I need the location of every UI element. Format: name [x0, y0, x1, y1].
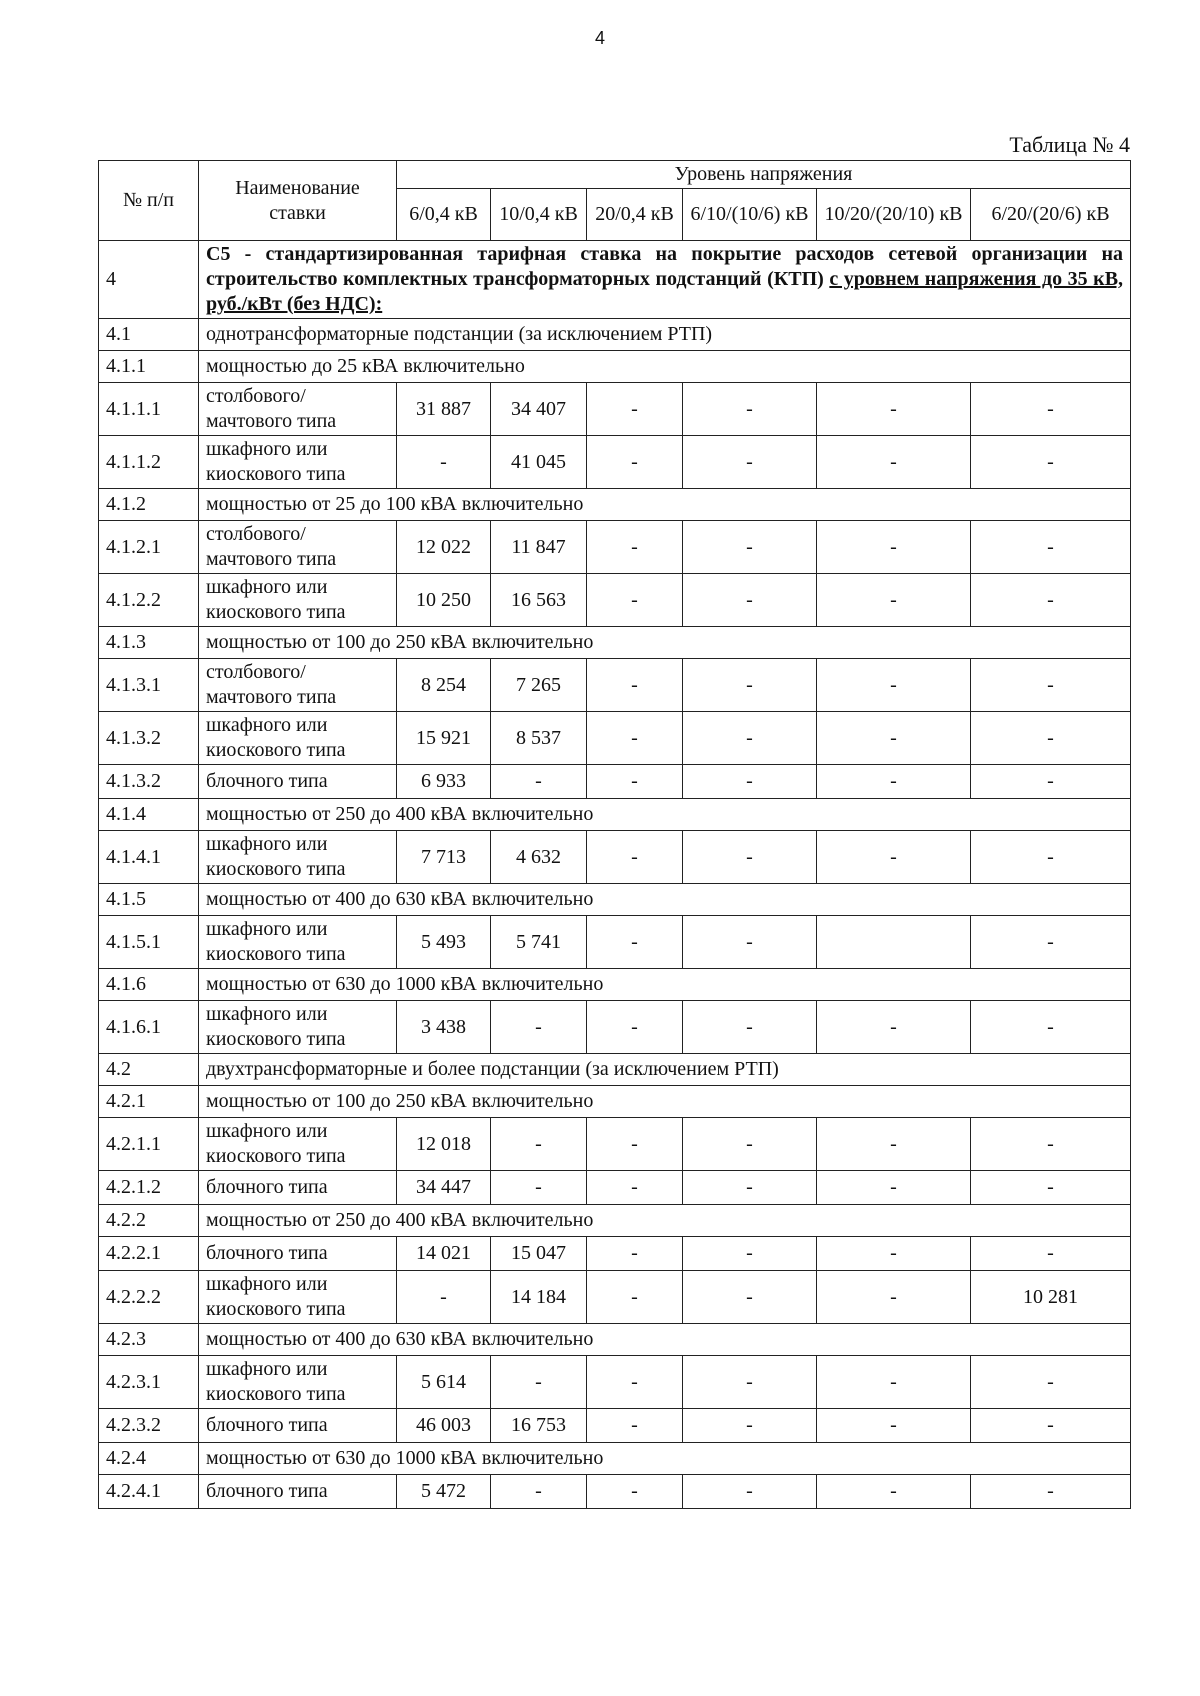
rate-value-cell: -	[683, 436, 817, 489]
rate-value-cell: -	[587, 1171, 683, 1205]
item-row	[99, 1475, 1131, 1509]
row-number: 4.2.2	[99, 1205, 199, 1237]
section-row	[99, 1086, 1131, 1118]
rate-value-cell: -	[971, 1001, 1131, 1054]
item-label: шкафного или киоскового типа	[199, 1356, 397, 1409]
rate-value-cell: -	[971, 1475, 1131, 1509]
row-number: 4.1.2	[99, 489, 199, 521]
section-label: мощностью от 630 до 1000 кВА включительно	[199, 969, 1131, 1001]
item-row	[99, 1001, 1131, 1054]
rate-value-cell: 6 933	[397, 765, 491, 799]
rate-value-cell: -	[971, 1356, 1131, 1409]
item-row	[99, 1171, 1131, 1205]
rate-value-cell: 5 472	[397, 1475, 491, 1509]
row-number: 4.1.4	[99, 799, 199, 831]
rate-value-cell: -	[587, 1118, 683, 1171]
rate-value-cell: -	[971, 1118, 1131, 1171]
rate-value-cell: -	[971, 521, 1131, 574]
rate-value-cell: -	[683, 383, 817, 436]
rate-value-cell: 4 632	[491, 831, 587, 884]
row-number: 4.1	[99, 319, 199, 351]
header-voltage-col: 10/20/(20/10) кВ	[817, 189, 971, 241]
row-number: 4.1.3.2	[99, 765, 199, 799]
section-label: мощностью от 630 до 1000 кВА включительно	[199, 1443, 1131, 1475]
item-label: шкафного или киоскового типа	[199, 712, 397, 765]
rate-value-cell: -	[817, 1409, 971, 1443]
row-number: 4.2.3.1	[99, 1356, 199, 1409]
rate-value-cell: 12 022	[397, 521, 491, 574]
header-voltage-col: 6/20/(20/6) кВ	[971, 189, 1131, 241]
rate-value-cell: -	[817, 1475, 971, 1509]
item-label: блочного типа	[199, 1171, 397, 1205]
row-number: 4.1.1.1	[99, 383, 199, 436]
rate-value-cell: -	[491, 765, 587, 799]
section-label: мощностью до 25 кВА включительно	[199, 351, 1131, 383]
intro-row	[99, 241, 1131, 319]
rate-value-cell: -	[971, 765, 1131, 799]
row-number: 4.1.6.1	[99, 1001, 199, 1054]
item-row	[99, 712, 1131, 765]
item-row	[99, 1356, 1131, 1409]
rate-value-cell: 11 847	[491, 521, 587, 574]
intro-text-tail: с уровнем напряжения до 35 кВ, руб./кВт (без НДС):	[206, 268, 1124, 315]
rate-value-cell: -	[817, 1001, 971, 1054]
rate-value-cell: -	[971, 574, 1131, 627]
section-row	[99, 319, 1131, 351]
rate-value-cell: 41 045	[491, 436, 587, 489]
rate-value-cell: -	[683, 1475, 817, 1509]
rate-value-cell: -	[683, 521, 817, 574]
rate-value-cell: -	[971, 659, 1131, 712]
rate-value-cell: -	[817, 1171, 971, 1205]
rate-value-cell: -	[587, 383, 683, 436]
rate-value-cell: 16 563	[491, 574, 587, 627]
rate-value-cell: 10 250	[397, 574, 491, 627]
item-label: шкафного или киоскового типа	[199, 831, 397, 884]
rate-value-cell: 8 254	[397, 659, 491, 712]
row-number: 4.2.3	[99, 1324, 199, 1356]
rate-value-cell: -	[491, 1001, 587, 1054]
rate-value-cell: -	[971, 1409, 1131, 1443]
section-row	[99, 1205, 1131, 1237]
header-voltage-col: 10/0,4 кВ	[491, 189, 587, 241]
rate-value-cell: -	[491, 1171, 587, 1205]
rate-value-cell: -	[683, 1171, 817, 1205]
rate-value-cell: -	[817, 831, 971, 884]
rate-value-cell: -	[587, 1271, 683, 1324]
rate-value-cell: -	[397, 436, 491, 489]
item-label: столбового/ мачтового типа	[199, 521, 397, 574]
rate-value-cell: -	[971, 1237, 1131, 1271]
rate-value-cell: -	[683, 659, 817, 712]
item-label: шкафного или киоскового типа	[199, 574, 397, 627]
table-body	[99, 241, 1131, 1509]
item-label: блочного типа	[199, 1475, 397, 1509]
rate-value-cell: -	[817, 765, 971, 799]
rate-value-cell: -	[683, 1237, 817, 1271]
item-row	[99, 383, 1131, 436]
rate-value-cell: -	[817, 383, 971, 436]
rate-value-cell: 5 493	[397, 916, 491, 969]
rate-value-cell: -	[587, 436, 683, 489]
row-number: 4.1.3.1	[99, 659, 199, 712]
rate-value-cell: -	[971, 436, 1131, 489]
rate-value-cell: 10 281	[971, 1271, 1131, 1324]
section-row	[99, 1324, 1131, 1356]
rate-value-cell: -	[587, 1409, 683, 1443]
rate-value-cell: -	[683, 1356, 817, 1409]
row-number: 4.1.2.2	[99, 574, 199, 627]
rate-value-cell: -	[587, 521, 683, 574]
rate-value-cell: -	[683, 1001, 817, 1054]
rate-value-cell: 14 021	[397, 1237, 491, 1271]
section-row	[99, 884, 1131, 916]
rate-value-cell: -	[587, 712, 683, 765]
rate-value-cell: -	[817, 712, 971, 765]
section-label: мощностью от 400 до 630 кВА включительно	[199, 1324, 1131, 1356]
rate-value-cell: 31 887	[397, 383, 491, 436]
rate-value-cell: -	[971, 383, 1131, 436]
row-number: 4.2.1.1	[99, 1118, 199, 1171]
rate-value-cell: -	[587, 765, 683, 799]
item-row	[99, 1118, 1131, 1171]
row-number: 4.2.2.1	[99, 1237, 199, 1271]
section-label: однотрансформаторные подстанции (за исключением РТП)	[199, 319, 1131, 351]
row-number: 4.1.1	[99, 351, 199, 383]
section-row	[99, 1443, 1131, 1475]
item-row	[99, 916, 1131, 969]
rate-value-cell: -	[587, 1356, 683, 1409]
item-label: шкафного или киоскового типа	[199, 1271, 397, 1324]
row-number: 4.2.2.2	[99, 1271, 199, 1324]
rate-value-cell: -	[683, 765, 817, 799]
item-label: шкафного или киоскового типа	[199, 916, 397, 969]
rate-value-cell: -	[817, 574, 971, 627]
row-number: 4.1.3	[99, 627, 199, 659]
row-number: 4.1.2.1	[99, 521, 199, 574]
rate-value-cell: 8 537	[491, 712, 587, 765]
item-label: блочного типа	[199, 765, 397, 799]
header-number: № п/п	[99, 161, 199, 241]
item-label: шкафного или киоскового типа	[199, 436, 397, 489]
header-voltage-level: Уровень напряжения	[397, 161, 1131, 189]
item-row	[99, 436, 1131, 489]
intro-text	[199, 241, 1131, 319]
row-number: 4.2.1	[99, 1086, 199, 1118]
row-number: 4.2	[99, 1054, 199, 1086]
table-header	[99, 161, 1131, 241]
row-number: 4.1.5.1	[99, 916, 199, 969]
rate-value-cell: -	[971, 1171, 1131, 1205]
header-rate-name: Наименование ставки	[199, 161, 397, 241]
header-voltage-col: 20/0,4 кВ	[587, 189, 683, 241]
table-caption: Таблица № 4	[1009, 132, 1130, 157]
item-row	[99, 659, 1131, 712]
row-number: 4.1.4.1	[99, 831, 199, 884]
item-label: столбового/ мачтового типа	[199, 383, 397, 436]
rate-value-cell: 34 447	[397, 1171, 491, 1205]
item-row	[99, 765, 1131, 799]
section-row	[99, 627, 1131, 659]
section-label: мощностью от 100 до 250 кВА включительно	[199, 1086, 1131, 1118]
rate-value-cell: -	[817, 1118, 971, 1171]
section-label: мощностью от 400 до 630 кВА включительно	[199, 884, 1131, 916]
rate-value-cell: -	[491, 1475, 587, 1509]
rate-value-cell: -	[683, 1409, 817, 1443]
item-label: блочного типа	[199, 1237, 397, 1271]
section-label: мощностью от 250 до 400 кВА включительно	[199, 799, 1131, 831]
item-label: шкафного или киоскового типа	[199, 1001, 397, 1054]
rate-value-cell: -	[817, 659, 971, 712]
rate-value-cell: 5 741	[491, 916, 587, 969]
header-voltage-col: 6/10/(10/6) кВ	[683, 189, 817, 241]
rate-value-cell: 3 438	[397, 1001, 491, 1054]
rate-value-cell: -	[817, 436, 971, 489]
rate-value-cell: 15 047	[491, 1237, 587, 1271]
rate-value-cell: -	[587, 1001, 683, 1054]
row-number: 4.1.5	[99, 884, 199, 916]
row-number: 4	[99, 241, 199, 319]
item-row	[99, 521, 1131, 574]
row-number: 4.2.4.1	[99, 1475, 199, 1509]
rate-value-cell: -	[587, 574, 683, 627]
rate-value-cell: 14 184	[491, 1271, 587, 1324]
rate-value-cell: -	[971, 712, 1131, 765]
rate-value-cell: -	[491, 1118, 587, 1171]
rate-value-cell: 16 753	[491, 1409, 587, 1443]
section-row	[99, 969, 1131, 1001]
rate-value-cell: -	[817, 521, 971, 574]
row-number: 4.2.1.2	[99, 1171, 199, 1205]
tariff-table	[98, 160, 1131, 1509]
section-row	[99, 489, 1131, 521]
rate-value-cell: -	[587, 1475, 683, 1509]
rate-value-cell: -	[397, 1271, 491, 1324]
rate-value-cell: -	[683, 1271, 817, 1324]
item-row	[99, 1237, 1131, 1271]
item-label: шкафного или киоскового типа	[199, 1118, 397, 1171]
item-row	[99, 1271, 1131, 1324]
rate-value-cell: -	[817, 1271, 971, 1324]
intro-text-main: С5 - стандартизированная тарифная ставка на покрытие расходов сетевой организации на строительство комплектных трансформаторных подстанций (КТП)	[206, 243, 1124, 290]
rate-value-cell: 34 407	[491, 383, 587, 436]
rate-value-cell: 7 713	[397, 831, 491, 884]
section-row	[99, 351, 1131, 383]
item-label: столбового/ мачтового типа	[199, 659, 397, 712]
rate-value-cell: 15 921	[397, 712, 491, 765]
rate-value-cell: -	[587, 916, 683, 969]
rate-value-cell: -	[683, 831, 817, 884]
rate-value-cell: -	[587, 659, 683, 712]
section-label: мощностью от 100 до 250 кВА включительно	[199, 627, 1131, 659]
item-row	[99, 1409, 1131, 1443]
item-row	[99, 574, 1131, 627]
section-label: мощностью от 25 до 100 кВА включительно	[199, 489, 1131, 521]
section-label: мощностью от 250 до 400 кВА включительно	[199, 1205, 1131, 1237]
rate-value-cell: -	[683, 712, 817, 765]
row-number: 4.2.3.2	[99, 1409, 199, 1443]
rate-value-cell: -	[817, 1356, 971, 1409]
row-number: 4.2.4	[99, 1443, 199, 1475]
rate-value-cell: -	[971, 831, 1131, 884]
rate-value-cell: -	[587, 831, 683, 884]
row-number: 4.1.6	[99, 969, 199, 1001]
rate-value-cell: -	[683, 574, 817, 627]
item-row	[99, 831, 1131, 884]
row-number: 4.1.1.2	[99, 436, 199, 489]
rate-value-cell: 5 614	[397, 1356, 491, 1409]
rate-value-cell: 7 265	[491, 659, 587, 712]
header-voltage-col: 6/0,4 кВ	[397, 189, 491, 241]
rate-value-cell: 46 003	[397, 1409, 491, 1443]
rate-value-cell: -	[971, 916, 1131, 969]
item-label: блочного типа	[199, 1409, 397, 1443]
row-number: 4.1.3.2	[99, 712, 199, 765]
rate-value-cell: -	[683, 1118, 817, 1171]
rate-value-cell	[817, 916, 971, 969]
rate-value-cell: 12 018	[397, 1118, 491, 1171]
rate-value-cell: -	[817, 1237, 971, 1271]
section-label: двухтрансформаторные и более подстанции (за исключением РТП)	[199, 1054, 1131, 1086]
page-number: 4	[594, 28, 605, 48]
section-row	[99, 799, 1131, 831]
rate-value-cell: -	[683, 916, 817, 969]
rate-value-cell: -	[587, 1237, 683, 1271]
rate-value-cell: -	[491, 1356, 587, 1409]
section-row	[99, 1054, 1131, 1086]
